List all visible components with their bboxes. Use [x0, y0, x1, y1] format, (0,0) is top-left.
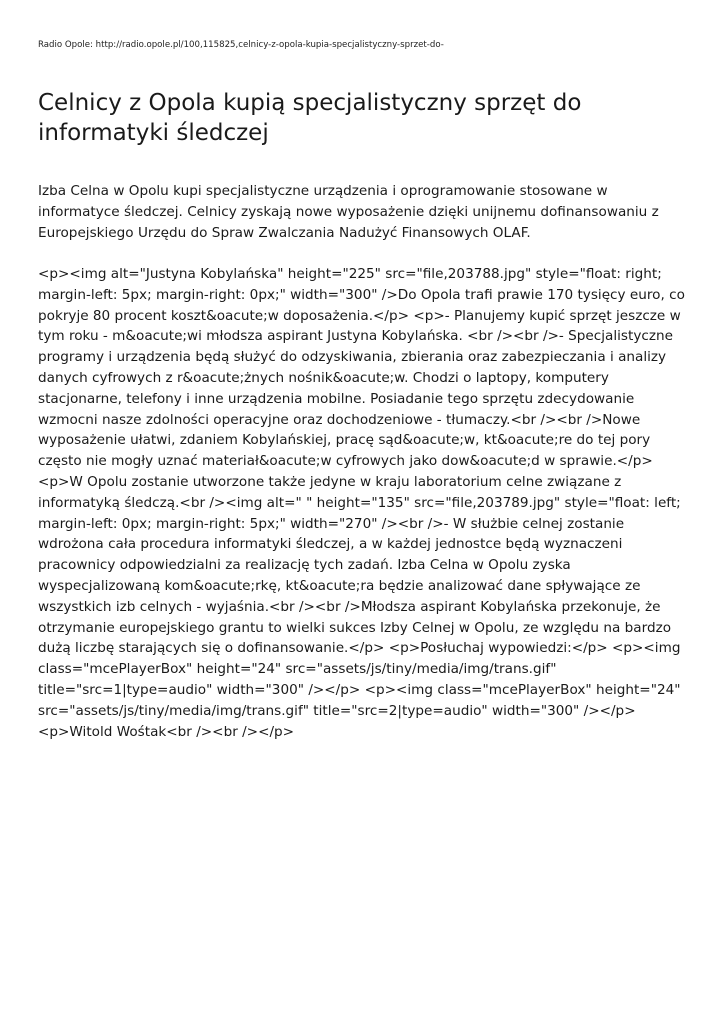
article-body-raw-html: <p><img alt="Justyna Kobylańska" height="225" src="file,203788.jpg" style="float: right; margin-left: 5px; margin-right: 0px;" width="300" />Do Opola trafi prawie 170 tysięcy euro, co pokryje 80 procent koszt&oacute;w doposażenia.</p> <p>- Planujemy kupić sprzęt jeszcze w tym roku - m&oacute;wi młodsza aspirant Justyna Kobylańska. <br /><br />- Specjalistyczne programy i urządzenia będą służyć do odzyskiwania, zbierania oraz zabezpieczania i analizy danych cyfrowych z r&oacute;żnych nośnik&oacute;w. Chodzi o laptopy, komputery stacjonarne, telefony i inne urządzenia mobilne. Posiadanie tego sprzętu zdecydowanie wzmocni nasze zdolności operacyjne oraz dochodzeniowe - tłumaczy.<br /><br />Nowe wyposażenie ułatwi, zdaniem Kobylańskiej, pracę sąd&oacute;w, kt&oacute;re do tej pory często nie mogły uznać materiał&oacute;w cyfrowych jako dow&oacute;d w sprawie.</p> <p>W Opolu zostanie utworzone także jedyne w kraju laboratorium celne związane z informatyką śledczą.<br /><img alt=" " height="135" src="file,203789.jpg" style="float: left; margin-left: 0px; margin-right: 5px;" width="270" /><br />- W służbie celnej zostanie wdrożona cała procedura informatyki śledczej, a w każdej jednostce będą wyznaczeni pracownicy odpowiedzialni za realizację tych zadań. Izba Celna w Opolu zyska wyspecjalizowaną kom&oacute;rkę, kt&oacute;ra będzie analizować dane spływające ze wszystkich izb celnych - wyjaśnia.<br /><br />Młodsza aspirant Kobylańska przekonuje, że otrzymanie europejskiego grantu to wielki sukces Izby Celnej w Opolu, ze względu na bardzo dużą liczbę starających się o dofinansowanie.</p> <p>Posłuchaj wypowiedzi:</p> <p><img class="mcePlayerBox" height="24" src="assets/js/tiny/media/img/trans.gif" title="src=1|type=audio" width="300" /></p> <p><img class="mcePlayerBox" height="24" src="assets/js/tiny/media/img/trans.gif" title="src=2|type=audio" width="300" /></p> <p>Witold Wośtak<br /><br /></p>: [38, 266, 685, 740]
article-title: Celnicy z Opola kupią specjalistyczny sprzęt do informatyki śledczej: [38, 90, 582, 146]
article-lead: Izba Celna w Opolu kupi specjalistyczne urządzenia i oprogramowanie stosowane w informatyce śledczej. Celnicy zyskają nowe wyposażenie dzięki unijnemu dofinansowaniu z Europejskiego Urzędu do Spraw Zwalczania Nadużyć Finansowych OLAF.: [38, 183, 659, 241]
source-url-line: Radio Opole: http://radio.opole.pl/100,115825,celnicy-z-opola-kupia-specjalistyczny-sprzet-do-: [38, 40, 444, 50]
